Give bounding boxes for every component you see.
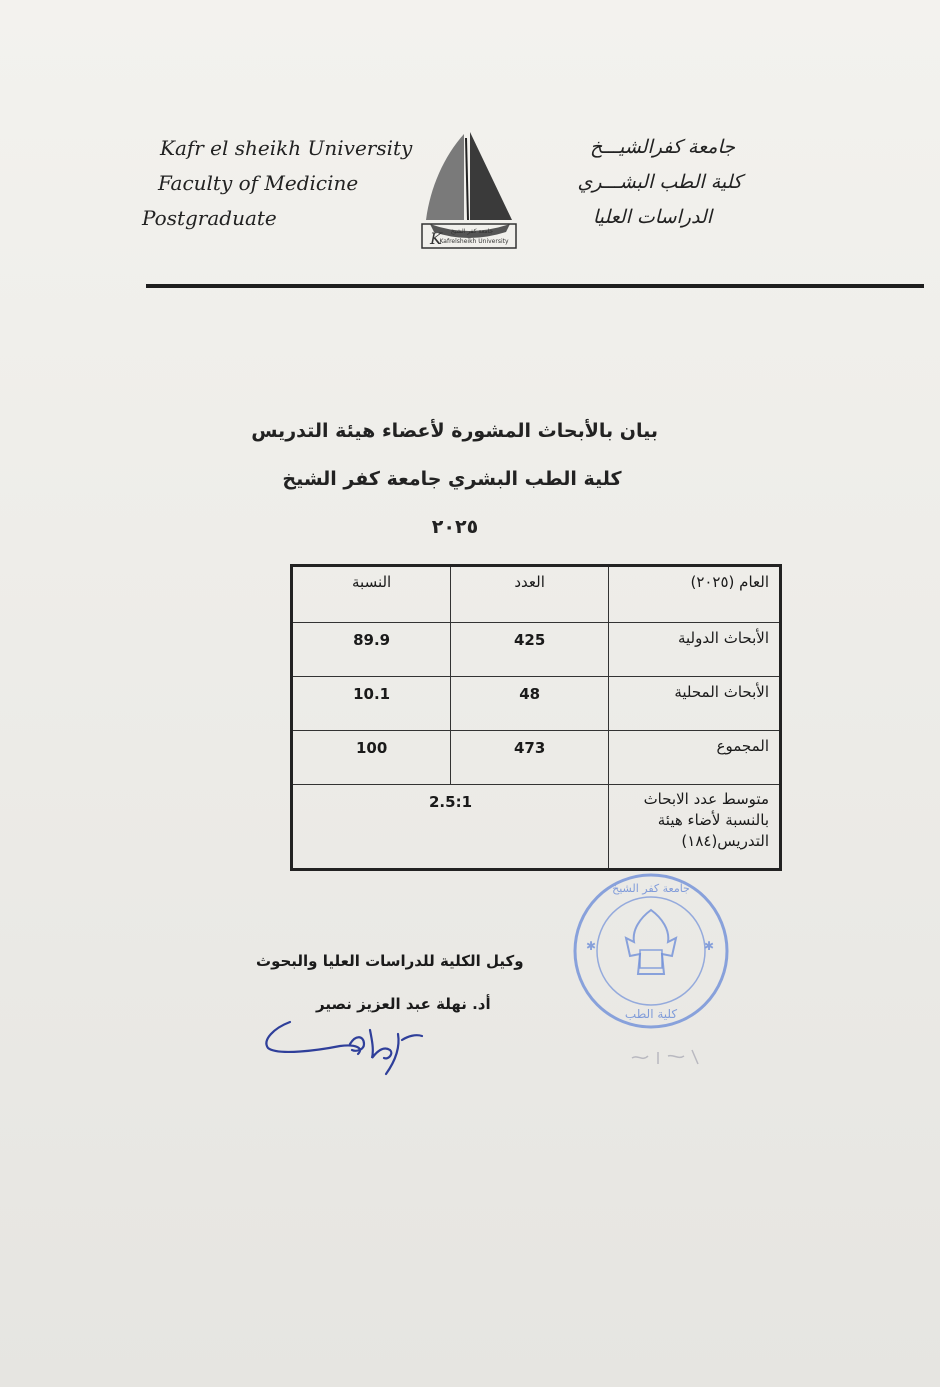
document-title-line1: بيان بالأبحاث المشورة لأعضاء هيئة التدريس (251, 420, 658, 442)
logo-text-ar: جامعة كفر الشيخ (450, 228, 494, 235)
university-logo (416, 128, 520, 252)
average-label: متوسط عدد الابحاث بالنسبة لأضاء هيئة التدريس(١٨٤) (609, 785, 781, 870)
table-row (292, 677, 781, 731)
logo-text-en: Kafrelsheikh University (439, 238, 509, 245)
document-title-line2: كلية الطب البشري جامعة كفر الشيخ (282, 468, 622, 490)
svg-text:✱: ✱ (704, 939, 715, 953)
document-title-year: ٢٠٢٥ (431, 516, 479, 538)
row-label: الأبحاث المحلية (609, 677, 781, 731)
header-percent: النسبة (292, 566, 451, 623)
header-divider (146, 284, 924, 288)
official-stamp (570, 870, 732, 1032)
stamp-text-bottom: كلية الطب (624, 1007, 678, 1021)
svg-text:✱: ✱ (586, 939, 597, 953)
row-count: 425 (451, 623, 609, 677)
letterhead-faculty-en: Faculty of Medicine (158, 171, 359, 195)
signatory-name: أد. نهلة عبد العزيز نصير (316, 995, 491, 1013)
letterhead-university-en: Kafr el sheikh University (160, 136, 413, 160)
svg-text:K: K (430, 229, 442, 248)
header-count: العدد (451, 566, 609, 623)
row-count: 48 (451, 677, 609, 731)
letterhead-department-en: Postgraduate (142, 206, 277, 230)
average-value: 2.5:1 (292, 785, 609, 870)
row-count: 473 (451, 731, 609, 785)
signatory-title: وكيل الكلية للدراسات العليا والبحوث (256, 952, 524, 970)
row-label: الأبحاث الدولية (609, 623, 781, 677)
letterhead-university-ar: جامعة كفرالشيـــخ (590, 136, 735, 158)
letterhead-faculty-ar: كلية الطب البشـــري (577, 171, 742, 193)
table-row (292, 623, 781, 677)
research-stats-table (290, 564, 782, 871)
row-percent: 89.9 (292, 623, 451, 677)
handwritten-signature (260, 1000, 440, 1080)
header-year: العام (٢٠٢٥) (609, 566, 781, 623)
row-percent: 10.1 (292, 677, 451, 731)
row-label: المجموع (609, 731, 781, 785)
faint-date-mark (628, 1044, 708, 1068)
table-header-row (292, 566, 781, 623)
stamp-text-top: جامعة كفر الشيخ (612, 882, 690, 895)
table-average-row (292, 785, 781, 870)
letterhead-department-ar: الدراسات العليا (592, 206, 712, 228)
table-row (292, 731, 781, 785)
row-percent: 100 (292, 731, 451, 785)
